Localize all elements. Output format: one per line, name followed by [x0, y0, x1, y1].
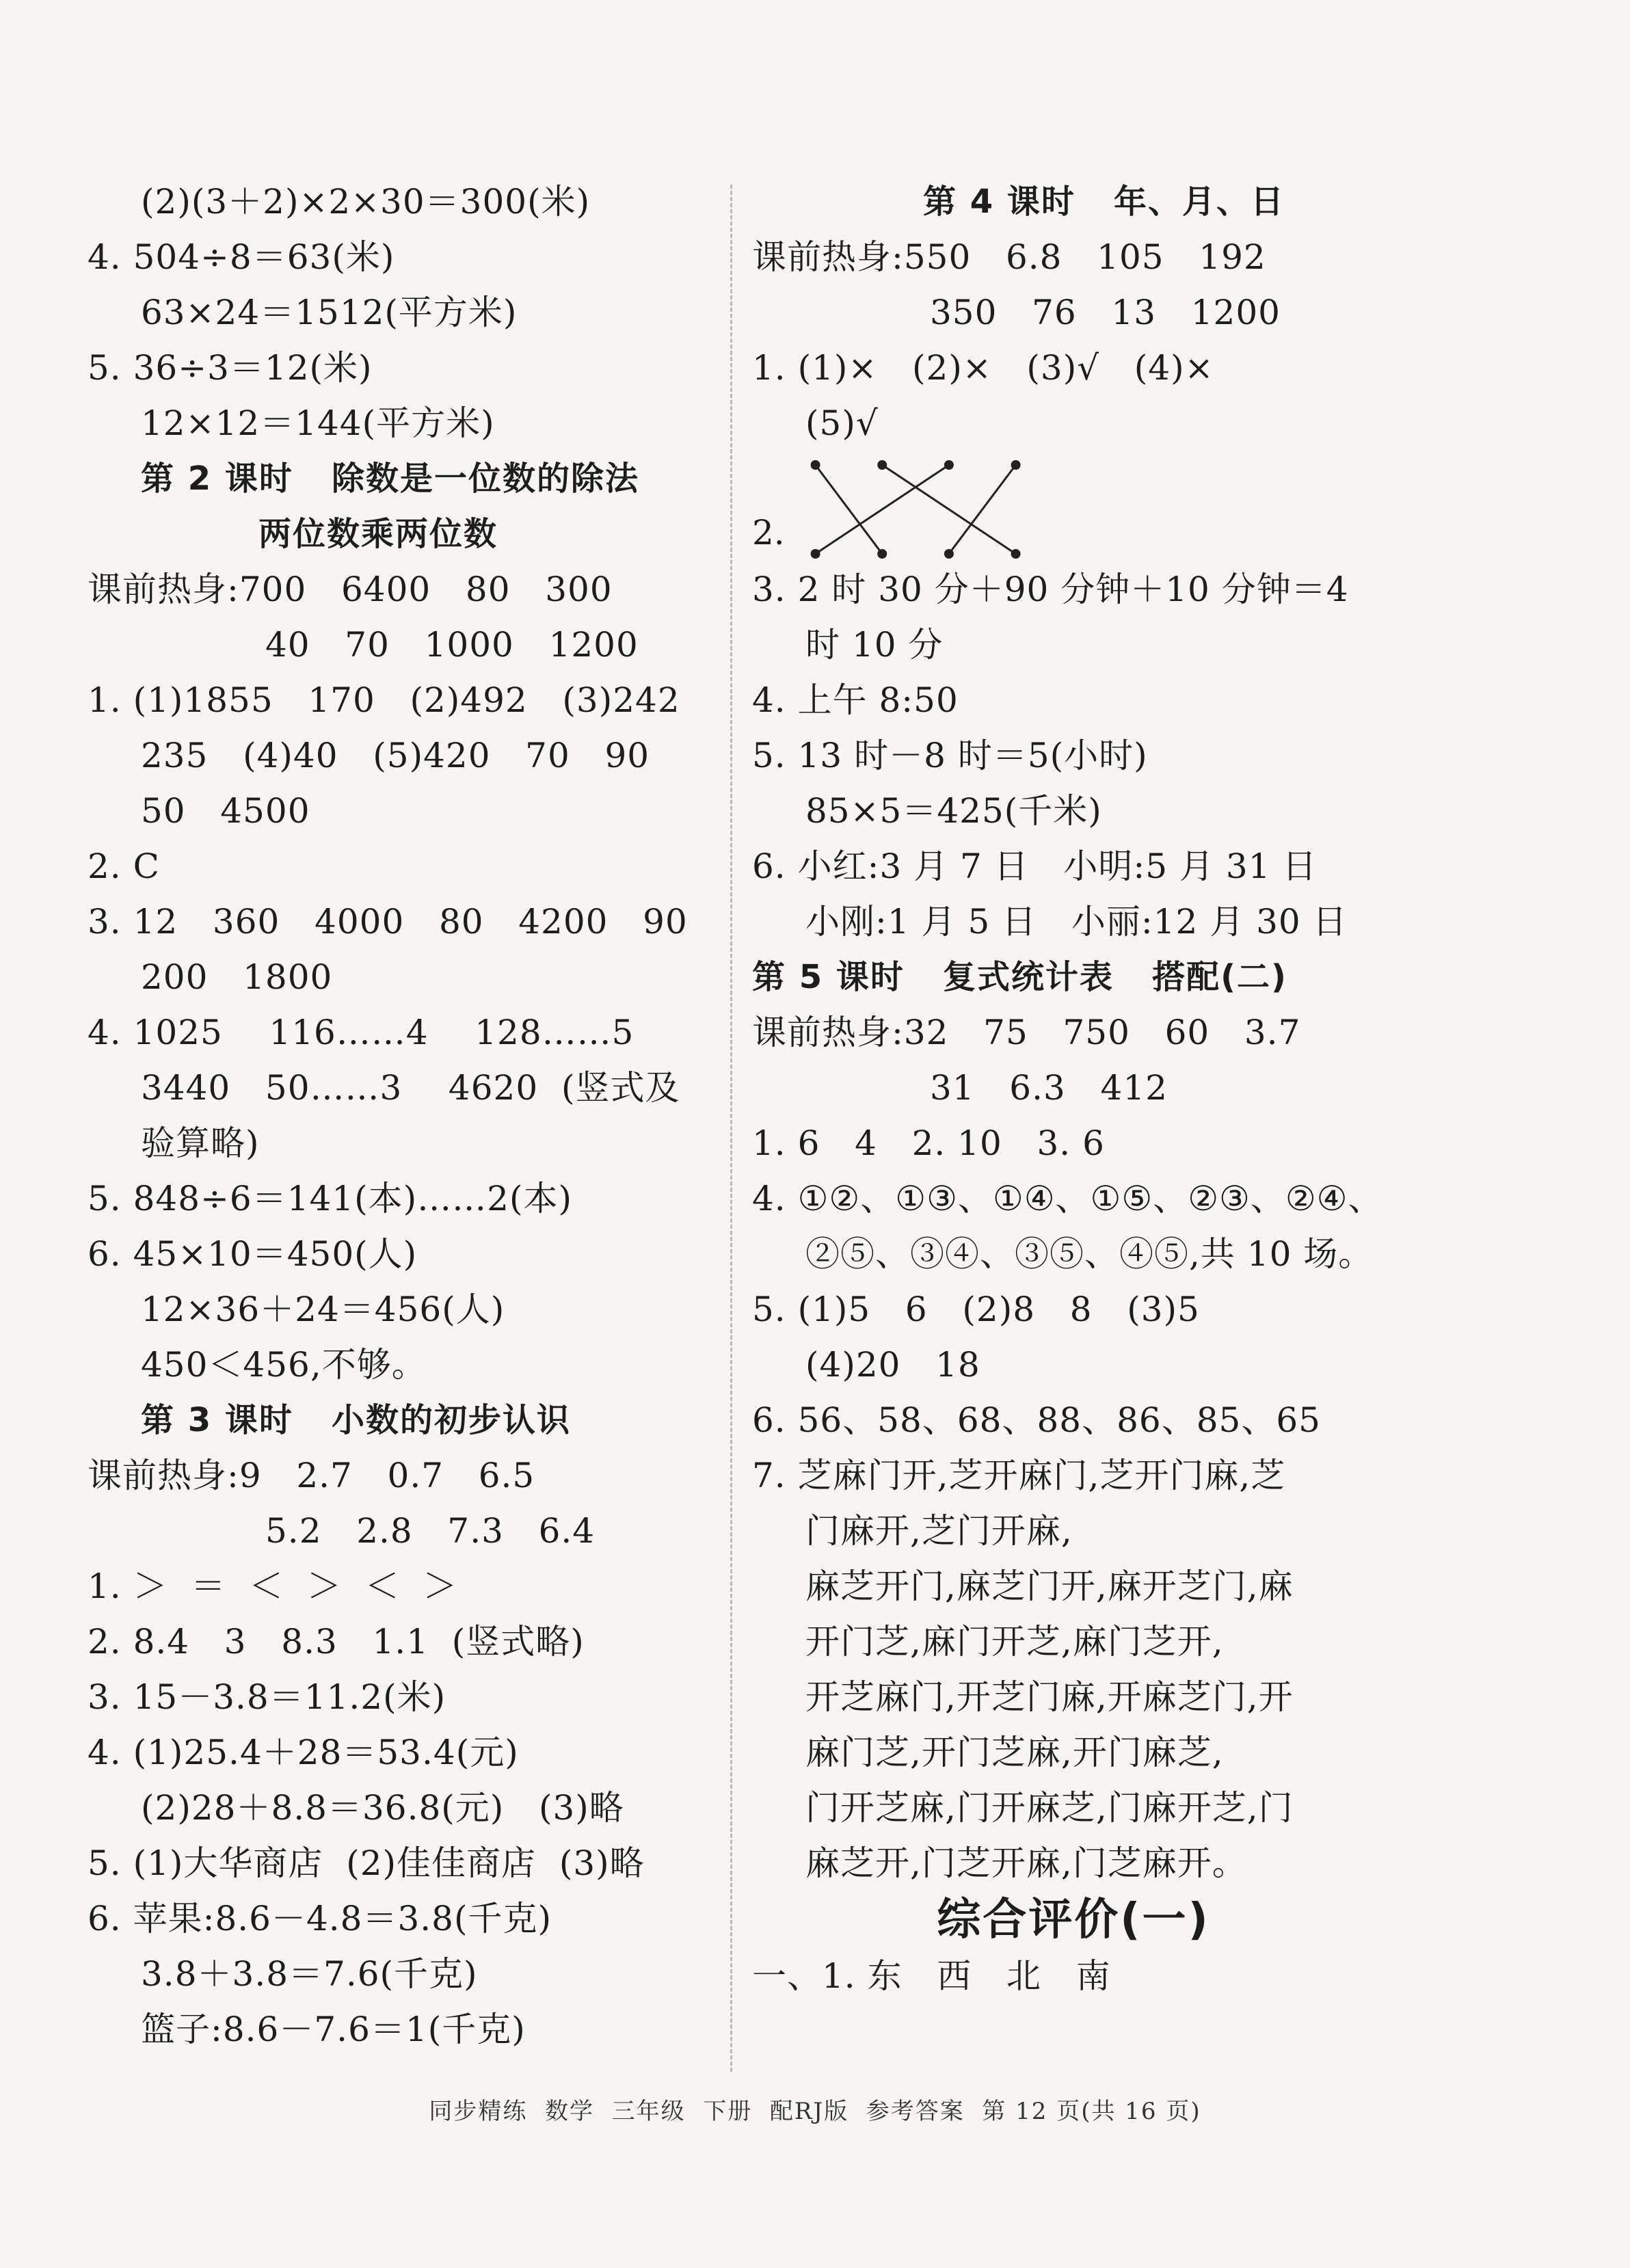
answer-line: 3. 15－3.8＝11.2(米): [88, 1677, 446, 1717]
answer-line: (5)√: [805, 403, 879, 443]
lesson-heading: 第 4 课时 年、月、日: [923, 183, 1285, 221]
answer-line: 4. 504÷8＝63(米): [88, 237, 395, 277]
lesson-heading: 第 5 课时 复式统计表 搭配(二): [752, 958, 1287, 996]
answer-line: 63×24＝1512(平方米): [141, 293, 518, 332]
answer-line: 开门芝,麻门开芝,麻门芝开,: [805, 1622, 1224, 1662]
answer-line: 验算略): [141, 1123, 260, 1163]
match-dot-4: [1011, 460, 1021, 470]
answer-line: 1. (1)1855 170 (2)492 (3)242: [88, 680, 680, 720]
answer-line: 5. (1)大华商店 (2)佳佳商店 (3)略: [88, 1843, 645, 1883]
answer-line: 4. ①②、①③、①④、①⑤、②③、②④、: [752, 1179, 1383, 1218]
section-title: 综合评价(一): [937, 1895, 1210, 1945]
answer-line: 235 (4)40 (5)420 70 90: [141, 736, 650, 775]
answer-line: 5. 848÷6＝141(本)……2(本): [88, 1179, 573, 1218]
answer-line: 200 1800: [141, 957, 333, 997]
answer-line: 课前热身:700 6400 80 300: [88, 570, 613, 609]
answer-line: 4. 上午 8:50: [752, 680, 959, 720]
lesson-heading: 第 3 课时 小数的初步认识: [141, 1401, 571, 1439]
answer-line: 1. ＞ ＝ ＜ ＞ ＜ ＞: [88, 1566, 458, 1606]
match-line-4: [949, 465, 1016, 554]
answer-line: 麻芝开门,麻芝门开,麻开芝门,麻: [805, 1566, 1294, 1606]
answer-line: 5.2 2.8 7.3 6.4: [265, 1511, 596, 1551]
answer-line: 50 4500: [141, 791, 310, 831]
match-dot-8: [1011, 549, 1021, 559]
answer-line: 2. C: [88, 846, 160, 886]
answer-line: 1. (1)× (2)× (3)√ (4)×: [752, 348, 1214, 388]
matching-diagram: [800, 451, 1032, 562]
answer-line: 课前热身:550 6.8 105 192: [752, 237, 1266, 277]
lesson-heading: 两位数乘两位数: [258, 515, 498, 553]
answer-line: (2)(3＋2)×2×30＝300(米): [141, 182, 591, 222]
match-line-1: [816, 465, 883, 554]
match-line-2: [882, 465, 1015, 554]
answer-line: 3440 50……3 4620 (竖式及: [141, 1068, 680, 1108]
answer-line: 85×5＝425(千米): [805, 791, 1102, 831]
answer-line: 5. (1)5 6 (2)8 8 (3)5: [752, 1290, 1200, 1329]
answer-line: 5. 36÷3＝12(米): [88, 348, 373, 388]
answer-line: 12×36＋24＝456(人): [141, 1290, 505, 1329]
match-line-3: [816, 465, 949, 554]
page-footer: 同步精练 数学 三年级 下册 配RJ版 参考答案 第 12 页(共 16 页): [429, 2098, 1201, 2125]
answer-line: 350 76 13 1200: [930, 293, 1281, 332]
answer-line: ②⑤、③④、③⑤、④⑤,共 10 场。: [805, 1234, 1374, 1274]
answer-line: 课前热身:32 75 750 60 3.7: [752, 1013, 1301, 1052]
answer-line: 麻芝开,门芝开麻,门芝麻开。: [805, 1843, 1247, 1883]
answer-line: 40 70 1000 1200: [265, 625, 639, 665]
answer-line: 4. 1025 116……4 128……5: [88, 1013, 634, 1052]
left-column: [88, 174, 703, 2057]
answer-line: (2)28＋8.8＝36.8(元) (3)略: [141, 1788, 624, 1828]
match-dot-6: [877, 549, 887, 559]
match-dot-5: [811, 549, 820, 559]
answer-line: 开芝麻门,开芝门麻,开麻芝门,开: [805, 1677, 1294, 1717]
answer-line: 6. 小红:3 月 7 日 小明:5 月 31 日: [752, 846, 1318, 886]
answer-line: 3. 12 360 4000 80 4200 90: [88, 902, 688, 942]
answer-line: 6. 45×10＝450(人): [88, 1234, 418, 1274]
answer-line: 6. 苹果:8.6－4.8＝3.8(千克): [88, 1899, 552, 1938]
answer-line: 31 6.3 412: [930, 1068, 1168, 1108]
answer-line: 4. (1)25.4＋28＝53.4(元): [88, 1733, 519, 1772]
answer-line: 课前热身:9 2.7 0.7 6.5: [88, 1456, 535, 1495]
column-divider: [730, 185, 732, 2072]
answer-line: 450＜456,不够。: [141, 1345, 427, 1385]
answer-line: 麻门芝,开门芝麻,开门麻芝,: [805, 1733, 1224, 1772]
answer-line: 小刚:1 月 5 日 小丽:12 月 30 日: [805, 902, 1348, 942]
answer-line: 3.8＋3.8＝7.6(千克): [141, 1954, 478, 1994]
lesson-heading: 第 2 课时 除数是一位数的除法: [141, 459, 639, 498]
answer-line: 3. 2 时 30 分＋90 分钟＋10 分钟＝4: [752, 570, 1349, 609]
match-dot-1: [811, 460, 820, 470]
answer-line: 2. 8.4 3 8.3 1.1 (竖式略): [88, 1622, 585, 1662]
question-number: 2.: [752, 513, 785, 552]
match-dot-7: [944, 549, 954, 559]
diagram-row: [752, 451, 1395, 562]
match-dot-2: [877, 460, 887, 470]
answer-line: 时 10 分: [805, 625, 944, 665]
answer-line: 一、1. 东 西 北 南: [752, 1956, 1111, 1996]
answer-line: 1. 6 4 2. 10 3. 6: [752, 1123, 1105, 1163]
match-dot-3: [944, 460, 954, 470]
answer-line: (4)20 18: [805, 1345, 980, 1385]
answer-line: 门麻开,芝门开麻,: [805, 1511, 1073, 1551]
right-column: [752, 174, 1395, 2004]
answer-line: 篮子:8.6－7.6＝1(千克): [141, 2010, 526, 2049]
answer-line: 门开芝麻,门开麻芝,门麻开芝,门: [805, 1788, 1294, 1828]
answer-line: 6. 56、58、68、88、86、85、65: [752, 1400, 1321, 1440]
answer-line: 12×12＝144(平方米): [141, 403, 495, 443]
answer-line: 7. 芝麻门开,芝开麻门,芝开门麻,芝: [752, 1456, 1286, 1495]
answer-line: 5. 13 时－8 时＝5(小时): [752, 736, 1148, 775]
